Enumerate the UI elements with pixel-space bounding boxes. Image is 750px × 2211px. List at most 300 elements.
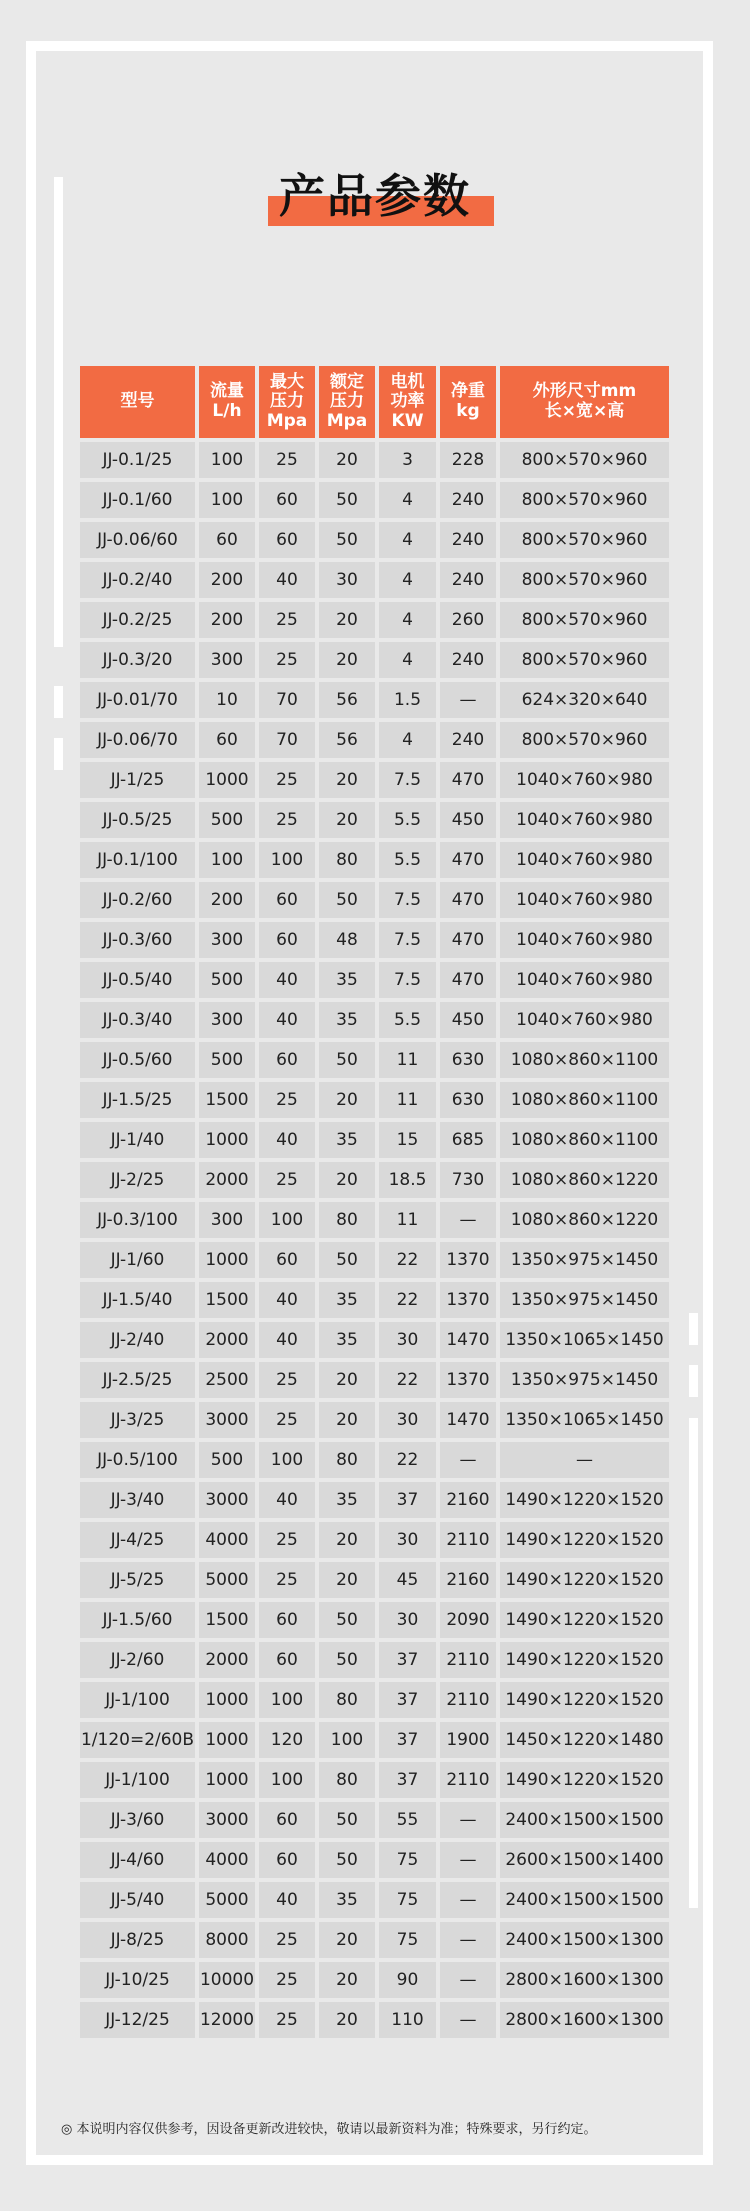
table-row	[80, 1162, 673, 1198]
table-cell: 500	[199, 1442, 255, 1478]
table-cell: 3000	[199, 1402, 255, 1438]
table-cell: 11	[379, 1082, 436, 1118]
table-cell: 22	[379, 1362, 436, 1398]
table-cell: 60	[259, 1842, 315, 1878]
table-cell: 100	[259, 1682, 315, 1718]
table-cell: 2500	[199, 1362, 255, 1398]
table-cell: JJ-2/25	[80, 1162, 195, 1198]
table-row	[80, 1322, 673, 1358]
table-row	[80, 682, 673, 718]
table-cell: JJ-0.3/20	[80, 642, 195, 678]
table-cell: 1.5	[379, 682, 436, 718]
table-cell: 228	[440, 442, 496, 478]
table-cell: 3000	[199, 1482, 255, 1518]
deco-strip-right-1	[689, 1313, 698, 1345]
table-cell: —	[440, 2002, 496, 2038]
deco-strip-left-2	[54, 686, 63, 718]
table-cell: 40	[259, 1122, 315, 1158]
table-cell: 25	[259, 1522, 315, 1558]
table-cell: 4000	[199, 1522, 255, 1558]
table-row	[80, 2002, 673, 2038]
table-cell: 10	[199, 682, 255, 718]
table-cell: JJ-0.06/70	[80, 722, 195, 758]
table-cell: JJ-0.5/60	[80, 1042, 195, 1078]
table-row	[80, 802, 673, 838]
table-cell: 1350×975×1450	[500, 1282, 669, 1318]
table-cell: 5.5	[379, 842, 436, 878]
table-cell: 1000	[199, 1722, 255, 1758]
table-cell: 25	[259, 442, 315, 478]
table-cell: 100	[199, 842, 255, 878]
table-cell: 2800×1600×1300	[500, 2002, 669, 2038]
table-cell: 25	[259, 1962, 315, 1998]
table-cell: 20	[319, 762, 375, 798]
table-cell: JJ-1/100	[80, 1682, 195, 1718]
table-cell: 2160	[440, 1562, 496, 1598]
table-cell: 40	[259, 562, 315, 598]
table-cell: 260	[440, 602, 496, 638]
table-cell: 1040×760×980	[500, 1002, 669, 1038]
table-cell: 20	[319, 1962, 375, 1998]
table-cell: 1040×760×980	[500, 802, 669, 838]
table-cell: JJ-1/40	[80, 1122, 195, 1158]
table-cell: 80	[319, 1682, 375, 1718]
table-cell: 7.5	[379, 922, 436, 958]
table-cell: 4	[379, 642, 436, 678]
table-cell: 60	[259, 1602, 315, 1638]
table-cell: JJ-0.5/25	[80, 802, 195, 838]
table-cell: 75	[379, 1882, 436, 1918]
table-cell: 40	[259, 1482, 315, 1518]
table-cell: JJ-12/25	[80, 2002, 195, 2038]
table-cell: 37	[379, 1642, 436, 1678]
table-cell: JJ-0.2/25	[80, 602, 195, 638]
footer-note: ◎ 本说明内容仅供参考，因设备更新改进较快，敬请以最新资料为准；特殊要求，另行约定。	[61, 2122, 597, 2137]
table-row	[80, 1602, 673, 1638]
deco-strip-right-2	[689, 1365, 698, 1397]
table-row	[80, 1082, 673, 1118]
table-cell: JJ-4/60	[80, 1842, 195, 1878]
table-cell: 200	[199, 562, 255, 598]
table-row	[80, 1042, 673, 1078]
table-cell: 35	[319, 1002, 375, 1038]
table-cell: 300	[199, 1202, 255, 1238]
table-cell: 3000	[199, 1802, 255, 1838]
table-cell: 55	[379, 1802, 436, 1838]
table-cell: JJ-10/25	[80, 1962, 195, 1998]
table-cell: 450	[440, 1002, 496, 1038]
table-cell: 100	[259, 1202, 315, 1238]
table-cell: 70	[259, 682, 315, 718]
table-cell: JJ-0.3/60	[80, 922, 195, 958]
table-cell: 4000	[199, 1842, 255, 1878]
table-cell: 5000	[199, 1882, 255, 1918]
table-cell: 50	[319, 1042, 375, 1078]
table-cell: 50	[319, 482, 375, 518]
table-cell: 50	[319, 1802, 375, 1838]
table-cell: 240	[440, 562, 496, 598]
table-cell: JJ-0.2/60	[80, 882, 195, 918]
table-cell: 730	[440, 1162, 496, 1198]
table-cell: 2600×1500×1400	[500, 1842, 669, 1878]
table-cell: 2110	[440, 1642, 496, 1678]
deco-strip-left-3	[54, 738, 63, 770]
table-cell: 48	[319, 922, 375, 958]
table-cell: 1000	[199, 1682, 255, 1718]
table-body	[80, 442, 673, 2038]
table-cell: JJ-1.5/25	[80, 1082, 195, 1118]
table-cell: 630	[440, 1082, 496, 1118]
table-cell: 800×570×960	[500, 722, 669, 758]
table-cell: 800×570×960	[500, 482, 669, 518]
table-cell: 2000	[199, 1162, 255, 1198]
table-cell: 100	[319, 1722, 375, 1758]
table-cell: 2400×1500×1300	[500, 1922, 669, 1958]
table-row	[80, 1202, 673, 1238]
table-cell: 25	[259, 1362, 315, 1398]
table-cell: 2110	[440, 1682, 496, 1718]
table-cell: 300	[199, 642, 255, 678]
table-cell: JJ-2.5/25	[80, 1362, 195, 1398]
table-cell: 470	[440, 762, 496, 798]
table-cell: 50	[319, 1602, 375, 1638]
table-row	[80, 1402, 673, 1438]
table-cell: JJ-5/40	[80, 1882, 195, 1918]
table-cell: 1490×1220×1520	[500, 1482, 669, 1518]
table-cell: 4	[379, 722, 436, 758]
table-row	[80, 762, 673, 798]
table-cell: 630	[440, 1042, 496, 1078]
table-cell: 80	[319, 1202, 375, 1238]
table-cell: 5.5	[379, 1002, 436, 1038]
table-row	[80, 922, 673, 958]
table-cell: 15	[379, 1122, 436, 1158]
table-cell: JJ-1.5/60	[80, 1602, 195, 1638]
table-cell: 20	[319, 1922, 375, 1958]
table-cell: 470	[440, 922, 496, 958]
table-cell: 40	[259, 962, 315, 998]
table-row	[80, 1842, 673, 1878]
table-cell: JJ-0.1/60	[80, 482, 195, 518]
table-cell: 8000	[199, 1922, 255, 1958]
table-row	[80, 482, 673, 518]
table-cell: JJ-1/25	[80, 762, 195, 798]
table-row	[80, 1762, 673, 1798]
table-cell: 60	[259, 482, 315, 518]
table-cell: JJ-1/60	[80, 1242, 195, 1278]
table-cell: 7.5	[379, 762, 436, 798]
table-cell: 1470	[440, 1322, 496, 1358]
table-cell: JJ-0.06/60	[80, 522, 195, 558]
table-cell: 1500	[199, 1602, 255, 1638]
table-cell: 37	[379, 1762, 436, 1798]
table-cell: 25	[259, 1922, 315, 1958]
table-cell: 1350×1065×1450	[500, 1402, 669, 1438]
table-row	[80, 1642, 673, 1678]
table-cell: 2160	[440, 1482, 496, 1518]
table-cell: 800×570×960	[500, 562, 669, 598]
deco-strip-left-1	[54, 177, 63, 647]
table-cell: JJ-0.3/40	[80, 1002, 195, 1038]
table-cell: 56	[319, 722, 375, 758]
table-cell: —	[440, 1882, 496, 1918]
table-cell: 1040×760×980	[500, 962, 669, 998]
table-cell: 2110	[440, 1762, 496, 1798]
table-cell: JJ-2/60	[80, 1642, 195, 1678]
table-row	[80, 602, 673, 638]
table-cell: 1370	[440, 1242, 496, 1278]
table-cell: 7.5	[379, 882, 436, 918]
table-cell: JJ-0.3/100	[80, 1202, 195, 1238]
table-cell: 35	[319, 962, 375, 998]
table-cell: 1000	[199, 1242, 255, 1278]
table-cell: 240	[440, 722, 496, 758]
table-cell: 800×570×960	[500, 522, 669, 558]
table-cell: 500	[199, 962, 255, 998]
table-row	[80, 562, 673, 598]
table-cell: JJ-5/25	[80, 1562, 195, 1598]
table-row	[80, 1282, 673, 1318]
page-title: 产品参数	[279, 169, 471, 223]
table-cell: 22	[379, 1242, 436, 1278]
table-header-cell: 流量 L/h	[199, 366, 255, 438]
table-cell: 2400×1500×1500	[500, 1882, 669, 1918]
table-cell: 37	[379, 1482, 436, 1518]
table-cell: 2000	[199, 1642, 255, 1678]
table-cell: 800×570×960	[500, 642, 669, 678]
table-cell: 1470	[440, 1402, 496, 1438]
table-cell: 1350×975×1450	[500, 1362, 669, 1398]
table-cell: 30	[379, 1402, 436, 1438]
table-cell: 75	[379, 1922, 436, 1958]
table-cell: JJ-1/100	[80, 1762, 195, 1798]
table-cell: 100	[259, 842, 315, 878]
table-row	[80, 1122, 673, 1158]
table-cell: 5000	[199, 1562, 255, 1598]
spec-table	[80, 366, 673, 2042]
table-cell: 35	[319, 1482, 375, 1518]
table-cell: 1000	[199, 1122, 255, 1158]
table-header-cell: 型号	[80, 366, 195, 438]
table-cell: 60	[259, 882, 315, 918]
table-cell: 60	[259, 1042, 315, 1078]
table-cell: 1000	[199, 762, 255, 798]
table-cell: 1040×760×980	[500, 922, 669, 958]
table-cell: 20	[319, 1402, 375, 1438]
table-cell: 35	[319, 1322, 375, 1358]
table-cell: 100	[199, 482, 255, 518]
table-cell: JJ-0.2/40	[80, 562, 195, 598]
table-row	[80, 522, 673, 558]
table-cell: 20	[319, 1082, 375, 1118]
table-header-cell: 电机 功率 KW	[379, 366, 436, 438]
table-cell: 200	[199, 882, 255, 918]
table-cell: JJ-3/40	[80, 1482, 195, 1518]
table-cell: 40	[259, 1282, 315, 1318]
table-cell: 60	[259, 1802, 315, 1838]
table-cell: 100	[199, 442, 255, 478]
table-cell: 37	[379, 1682, 436, 1718]
table-cell: JJ-4/25	[80, 1522, 195, 1558]
table-cell: 50	[319, 1642, 375, 1678]
table-cell: 1490×1220×1520	[500, 1602, 669, 1638]
table-cell: 1490×1220×1520	[500, 1642, 669, 1678]
table-row	[80, 962, 673, 998]
table-cell: JJ-0.01/70	[80, 682, 195, 718]
table-cell: 470	[440, 962, 496, 998]
table-cell: —	[440, 1442, 496, 1478]
table-cell: 470	[440, 882, 496, 918]
table-cell: 685	[440, 1122, 496, 1158]
table-cell: 1490×1220×1520	[500, 1562, 669, 1598]
table-row	[80, 1482, 673, 1518]
table-cell: JJ-0.1/25	[80, 442, 195, 478]
table-row	[80, 1442, 673, 1478]
table-cell: 80	[319, 1762, 375, 1798]
table-row	[80, 642, 673, 678]
table-cell: 100	[259, 1442, 315, 1478]
table-row	[80, 1802, 673, 1838]
table-cell: 25	[259, 1402, 315, 1438]
table-cell: —	[440, 682, 496, 718]
table-cell: 1040×760×980	[500, 842, 669, 878]
table-cell: 1350×975×1450	[500, 1242, 669, 1278]
table-cell: 20	[319, 642, 375, 678]
table-cell: 35	[319, 1882, 375, 1918]
table-row	[80, 842, 673, 878]
table-cell: JJ-1.5/40	[80, 1282, 195, 1318]
table-cell: 20	[319, 602, 375, 638]
table-cell: 3	[379, 442, 436, 478]
table-cell: 1370	[440, 1362, 496, 1398]
table-cell: 1040×760×980	[500, 762, 669, 798]
table-cell: JJ-8/25	[80, 1922, 195, 1958]
table-header-cell: 额定 压力 Mpa	[319, 366, 375, 438]
table-cell: 40	[259, 1322, 315, 1358]
table-cell: 90	[379, 1962, 436, 1998]
table-cell: 240	[440, 522, 496, 558]
table-cell: 60	[199, 722, 255, 758]
table-cell: 11	[379, 1202, 436, 1238]
table-cell: 60	[259, 922, 315, 958]
table-cell: 450	[440, 802, 496, 838]
table-row	[80, 1722, 673, 1758]
table-cell: 5.5	[379, 802, 436, 838]
table-row	[80, 442, 673, 478]
table-cell: 20	[319, 2002, 375, 2038]
table-cell: 60	[199, 522, 255, 558]
table-cell: JJ-0.5/100	[80, 1442, 195, 1478]
table-cell: 18.5	[379, 1162, 436, 1198]
table-cell: 20	[319, 1562, 375, 1598]
table-cell: 25	[259, 1562, 315, 1598]
table-cell: 30	[379, 1322, 436, 1358]
table-row	[80, 1682, 673, 1718]
table-cell: 1450×1220×1480	[500, 1722, 669, 1758]
table-cell: 50	[319, 882, 375, 918]
table-cell: 30	[379, 1602, 436, 1638]
table-header-cell: 最大 压力 Mpa	[259, 366, 315, 438]
deco-strip-right-3	[689, 1418, 698, 1908]
table-cell: —	[440, 1202, 496, 1238]
table-cell: 20	[319, 1362, 375, 1398]
table-cell: —	[440, 1842, 496, 1878]
table-cell: 1080×860×1100	[500, 1042, 669, 1078]
table-row	[80, 882, 673, 918]
table-cell: 2800×1600×1300	[500, 1962, 669, 1998]
table-cell: 20	[319, 1162, 375, 1198]
table-cell: JJ-3/60	[80, 1802, 195, 1838]
table-cell: 50	[319, 522, 375, 558]
table-header-row	[80, 366, 673, 438]
table-cell: —	[440, 1802, 496, 1838]
table-header-cell: 外形尺寸mm 长×宽×高	[500, 366, 669, 438]
table-cell: JJ-3/25	[80, 1402, 195, 1438]
table-cell: 56	[319, 682, 375, 718]
table-cell: 4	[379, 562, 436, 598]
table-cell: 25	[259, 762, 315, 798]
table-cell: 22	[379, 1442, 436, 1478]
table-cell: 11	[379, 1042, 436, 1078]
table-cell: 1490×1220×1520	[500, 1682, 669, 1718]
table-cell: 60	[259, 1642, 315, 1678]
table-row	[80, 722, 673, 758]
table-cell: —	[440, 1962, 496, 1998]
table-cell: JJ-2/40	[80, 1322, 195, 1358]
table-cell: —	[500, 1442, 669, 1478]
table-cell: 2110	[440, 1522, 496, 1558]
table-cell: 800×570×960	[500, 442, 669, 478]
table-cell: —	[440, 1922, 496, 1958]
table-cell: 240	[440, 642, 496, 678]
title-block	[0, 150, 750, 240]
table-cell: 240	[440, 482, 496, 518]
table-cell: 70	[259, 722, 315, 758]
table-cell: 800×570×960	[500, 602, 669, 638]
table-cell: 40	[259, 1002, 315, 1038]
table-cell: 4	[379, 602, 436, 638]
table-row	[80, 1882, 673, 1918]
table-cell: 25	[259, 1082, 315, 1118]
table-cell: 37	[379, 1722, 436, 1758]
table-row	[80, 1922, 673, 1958]
table-cell: 25	[259, 802, 315, 838]
table-cell: 10000	[199, 1962, 255, 1998]
table-cell: 1350×1065×1450	[500, 1322, 669, 1358]
table-cell: 7.5	[379, 962, 436, 998]
table-cell: 1490×1220×1520	[500, 1762, 669, 1798]
table-cell: 22	[379, 1282, 436, 1318]
table-cell: 100	[259, 1762, 315, 1798]
table-cell: 1080×860×1220	[500, 1162, 669, 1198]
table-cell: 80	[319, 1442, 375, 1478]
table-cell: 60	[259, 1242, 315, 1278]
table-cell: 25	[259, 2002, 315, 2038]
table-cell: 120	[259, 1722, 315, 1758]
table-cell: 1370	[440, 1282, 496, 1318]
table-cell: 2000	[199, 1322, 255, 1358]
table-cell: 60	[259, 522, 315, 558]
table-cell: 80	[319, 842, 375, 878]
table-cell: 30	[379, 1522, 436, 1558]
table-row	[80, 1522, 673, 1558]
table-cell: 20	[319, 1522, 375, 1558]
table-cell: 624×320×640	[500, 682, 669, 718]
table-row	[80, 1242, 673, 1278]
table-cell: 35	[319, 1282, 375, 1318]
table-cell: 50	[319, 1842, 375, 1878]
table-cell: JJ-0.5/40	[80, 962, 195, 998]
